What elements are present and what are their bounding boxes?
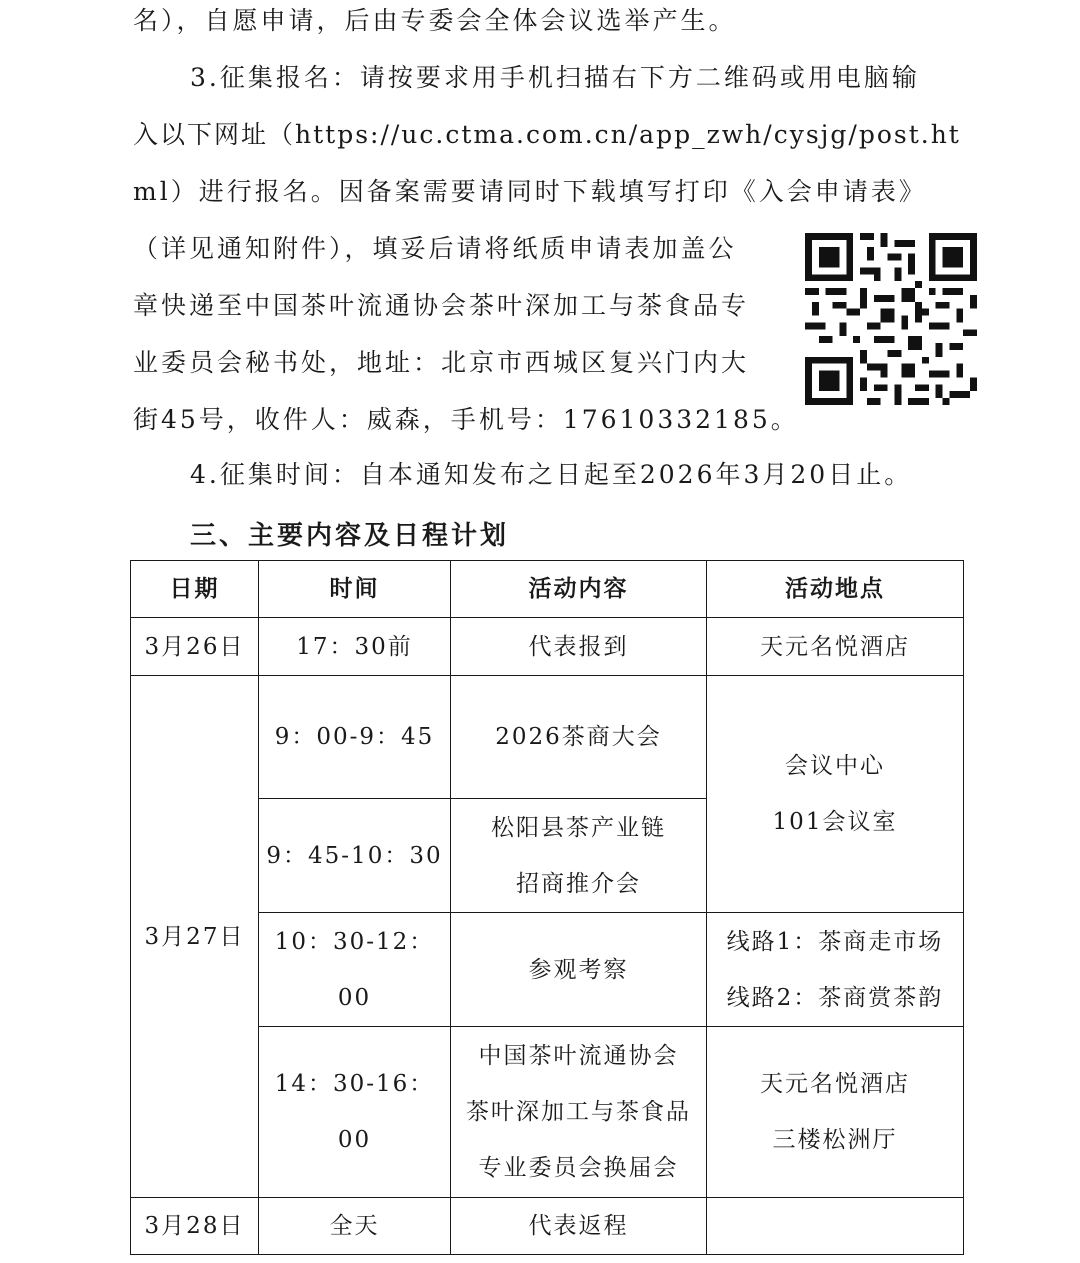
content-line: 专业委员会换届会 [478,1155,679,1181]
table-row [131,618,964,676]
paragraph-line: 章快递至中国茶叶流通协会茶叶深加工与茶食品专 [133,291,750,320]
content-cell: 参观考察 [451,913,707,1027]
header-place: 活动地点 [707,561,964,618]
header-time: 时间 [259,561,451,618]
paragraph-line: 入以下网址（https://uc.ctma.com.cn/app_zwh/cysjg/post.ht [133,120,961,149]
content-line: 茶叶深加工与茶食品 [466,1099,691,1125]
time-cell: 14：30-16：00 [259,1027,451,1198]
place-cell [707,913,964,1027]
content-cell: 代表返程 [451,1198,707,1255]
place-cell [707,1027,964,1198]
time-cell: 9：00-9：45 [259,676,451,799]
content-line: 招商推介会 [516,870,641,897]
place-cell: 天元名悦酒店 [707,618,964,676]
paragraph-line: 街45号，收件人：威森，手机号：17610332185。 [133,405,799,434]
paragraph-line: （详见通知附件），填妥后请将纸质申请表加盖公 [133,234,737,263]
date-cell: 3月27日 [131,676,259,1198]
place-cell [707,1198,964,1255]
paragraph-line: 3.征集报名：请按要求用手机扫描右下方二维码或用电脑输 [190,63,920,92]
content-line: 松阳县茶产业链 [491,814,666,841]
paragraph-line: 4.征集时间：自本通知发布之日起至2026年3月20日止。 [190,460,913,489]
time-cell: 17：30前 [259,618,451,676]
time-cell: 9：45-10：30 [259,799,451,913]
time-cell: 全天 [259,1198,451,1255]
date-cell: 3月26日 [131,618,259,676]
place-line: 线路1：茶商走市场 [726,928,944,955]
schedule-table [130,560,964,1255]
place-cell [707,676,964,913]
content-cell: 2026茶商大会 [451,676,707,799]
content-cell [451,799,707,913]
time-cell: 10：30-12：00 [259,913,451,1027]
content-cell [451,1027,707,1198]
header-content: 活动内容 [451,561,707,618]
place-line: 会议中心 [785,753,885,779]
place-line: 101会议室 [772,809,898,835]
table-row [131,1198,964,1255]
place-line: 线路2：茶商赏茶韵 [726,984,944,1011]
content-cell: 代表报到 [451,618,707,676]
qr-code-icon[interactable] [805,233,977,405]
date-cell: 3月28日 [131,1198,259,1255]
paragraph-line: 业委员会秘书处，地址：北京市西城区复兴门内大 [133,348,750,377]
place-line: 三楼松洲厅 [772,1127,898,1153]
content-line: 中国茶叶流通协会 [478,1043,679,1069]
paragraph-line: 名），自愿申请，后由专委会全体会议选举产生。 [133,6,737,35]
section-heading: 三、主要内容及日程计划 [190,521,510,551]
paragraph-line: ml）进行报名。因备案需要请同时下载填写打印《入会申请表》 [133,177,927,206]
table-header-row [131,561,964,618]
table-row [131,676,964,799]
place-line: 天元名悦酒店 [760,1071,910,1097]
header-date: 日期 [131,561,259,618]
